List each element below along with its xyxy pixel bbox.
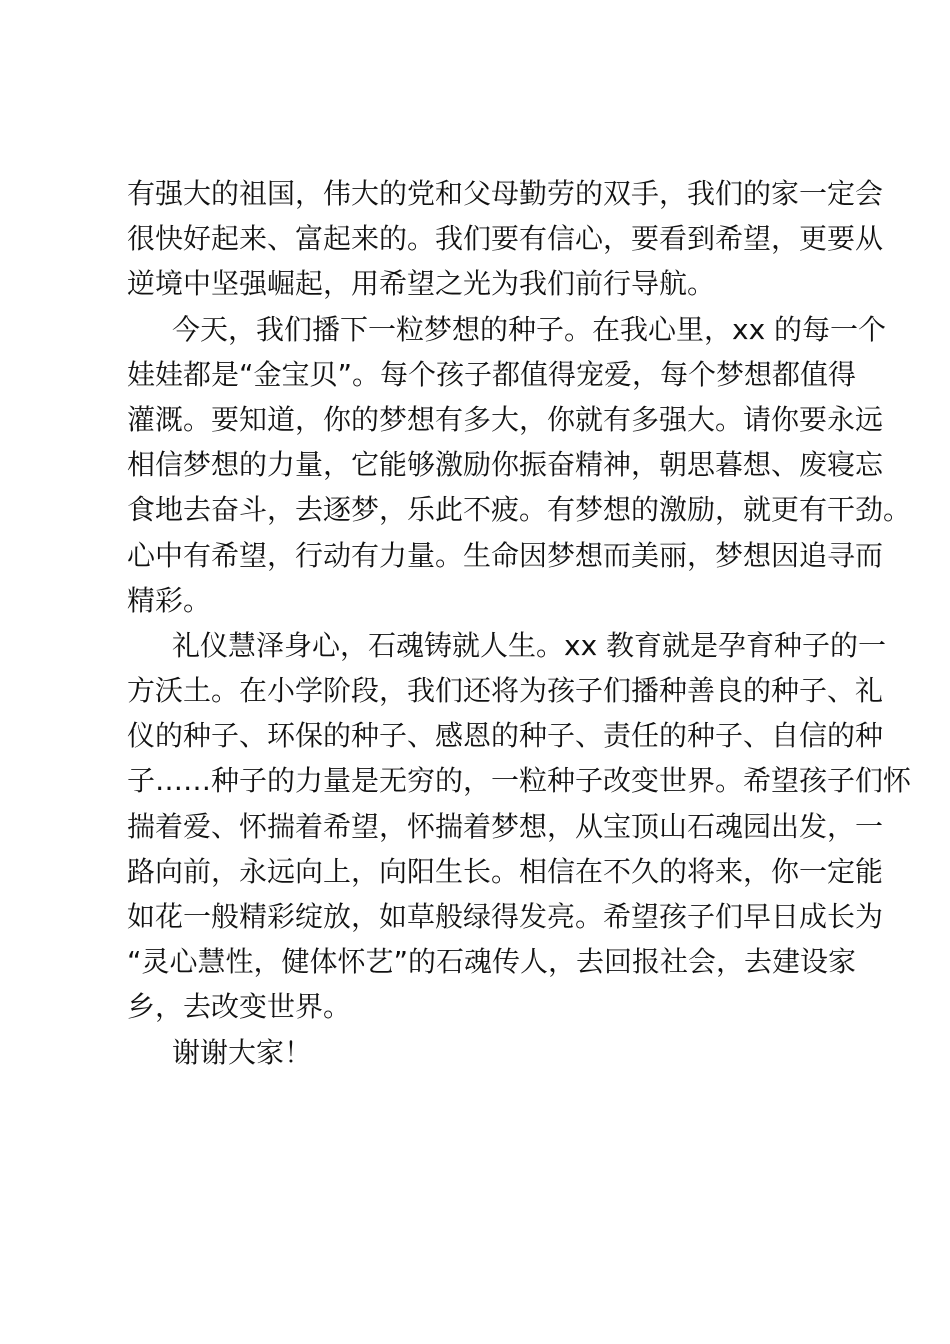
paragraph-first-line: 今天，我们播下一粒梦想的种子。在我心里，xx 的每一个 bbox=[172, 312, 887, 346]
text-line: 娃娃都是“金宝贝”。每个孩子都值得宠爱，每个梦想都值得 bbox=[127, 357, 857, 391]
text-line: 路向前，永远向上，向阳生长。相信在不久的将来，你一定能 bbox=[127, 854, 884, 888]
closing-line: 谢谢大家！ bbox=[172, 1035, 313, 1069]
text-line: 如花一般精彩绽放，如草般绿得发亮。希望孩子们早日成长为 bbox=[127, 900, 884, 933]
text-line: 相信梦想的力量，它能够激励你振奋精神，朝思暮想、废寝忘 bbox=[127, 448, 884, 482]
text-line: 食地去奋斗，去逐梦，乐此不疲。有梦想的激励，就更有干劲。 bbox=[127, 493, 912, 527]
text-line: 逆境中坚强崛起，用希望之光为我们前行导航。 bbox=[127, 267, 716, 301]
text-line: 精彩。 bbox=[127, 583, 212, 617]
text-line: 心中有希望，行动有力量。生命因梦想而美丽，梦想因追寻而 bbox=[127, 538, 884, 572]
text-line: 子……种子的力量是无穷的，一粒种子改变世界。希望孩子们怀 bbox=[127, 764, 912, 798]
text-line: 方沃土。在小学阶段，我们还将为孩子们播种善良的种子、礼 bbox=[127, 674, 884, 708]
body-text bbox=[127, 171, 912, 1075]
text-line: 揣着爱、怀揣着希望，怀揣着梦想，从宝顶山石魂园出发，一 bbox=[127, 809, 884, 843]
text-line: 很快好起来、富起来的。我们要有信心，要看到希望，更要从 bbox=[127, 222, 884, 256]
text-line: 乡，去改变世界。 bbox=[127, 990, 352, 1024]
text-line: 仪的种子、环保的种子、感恩的种子、责任的种子、自信的种 bbox=[127, 719, 884, 753]
text-line: “灵心慧性，健体怀艺”的石魂传人，去回报社会，去建设家 bbox=[127, 945, 857, 979]
text-line: 灌溉。要知道，你的梦想有多大，你就有多强大。请你要永远 bbox=[127, 402, 884, 436]
paragraph-first-line: 礼仪慧泽身心，石魂铸就人生。xx 教育就是孕育种子的一 bbox=[172, 628, 887, 662]
text-line: 有强大的祖国，伟大的党和父母勤劳的双手，我们的家一定会 bbox=[127, 177, 884, 210]
